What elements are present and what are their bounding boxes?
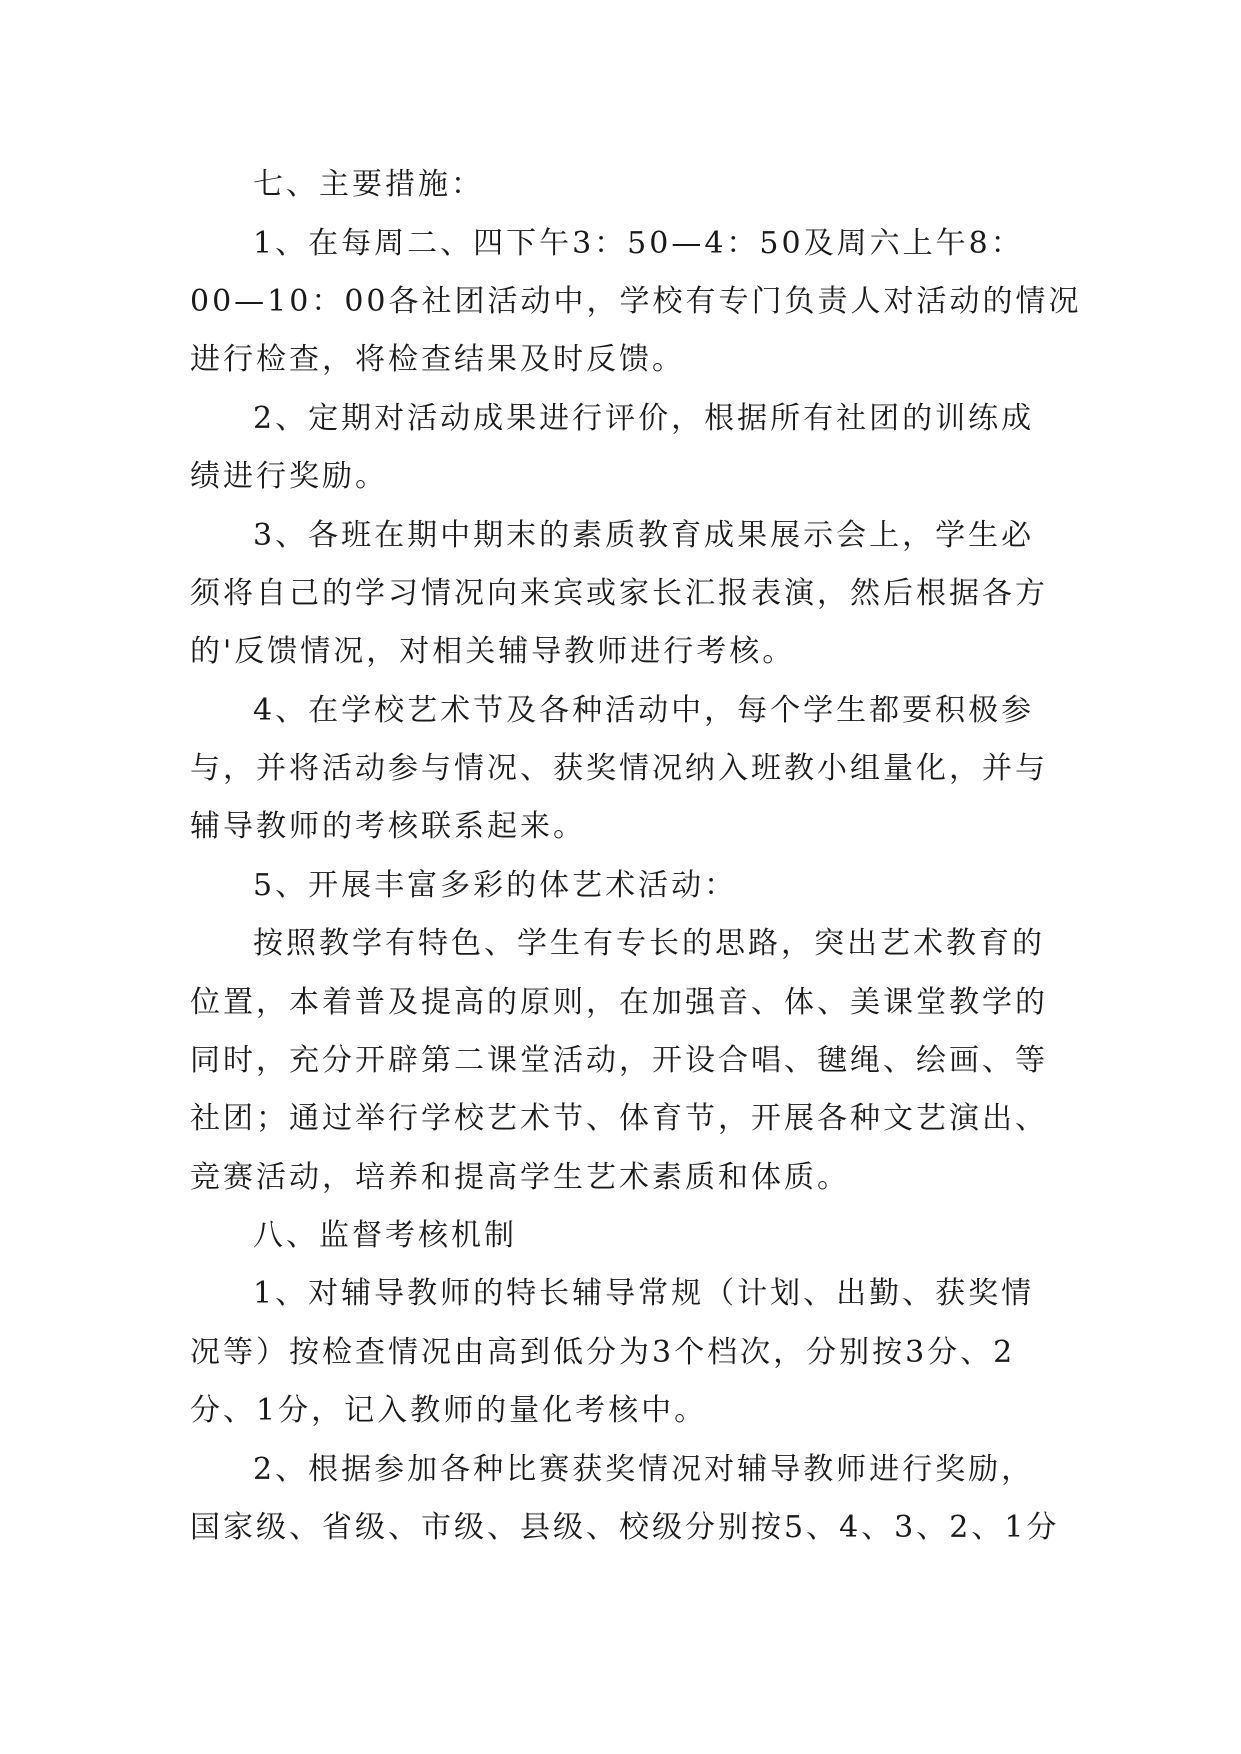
- paragraph-line: 分、1分，记入教师的量化考核中。: [190, 1393, 708, 1428]
- section-heading-main-measures: 七、主要措施：: [253, 167, 484, 202]
- paragraph-line: 00—10：00各社团活动中，学校有专门负责人对活动的情况: [190, 284, 1082, 319]
- paragraph-line: 4、在学校艺术节及各种活动中，每个学生都要积极参: [253, 693, 1035, 728]
- paragraph-line: 况等）按检查情况由高到低分为3个档次，分别按3分、2: [190, 1335, 1016, 1370]
- paragraph-line: 1、对辅导教师的特长辅导常规（计划、出勤、获奖情: [253, 1276, 1035, 1311]
- paragraph-line: 5、开展丰富多彩的体艺术活动：: [253, 868, 738, 903]
- paragraph-line: 的'反馈情况，对相关辅导教师进行考核。: [190, 634, 796, 669]
- paragraph-line: 进行检查，将检查结果及时反馈。: [190, 342, 685, 377]
- paragraph-line: 1、在每周二、四下午3：50—4：50及周六上午8：: [253, 226, 1024, 261]
- paragraph-line: 绩进行奖励。: [190, 459, 388, 494]
- paragraph-line: 2、根据参加各种比赛获奖情况对辅导教师进行奖励，: [253, 1452, 1035, 1487]
- paragraph-line: 与，并将活动参与情况、获奖情况纳入班教小组量化，并与: [190, 751, 1048, 786]
- paragraph-line: 社团；通过举行学校艺术节、体育节，开展各种文艺演出、: [190, 1101, 1048, 1136]
- paragraph-line: 辅导教师的考核联系起来。: [190, 809, 586, 844]
- paragraph-line: 竞赛活动，培养和提高学生艺术素质和体质。: [190, 1160, 850, 1195]
- paragraph-line: 2、定期对活动成果进行评价，根据所有社团的训练成: [253, 401, 1035, 436]
- section-heading-supervision: 八、监督考核机制: [253, 1218, 517, 1253]
- paragraph-line: 按照教学有特色、学生有专长的思路，突出艺术教育的: [253, 926, 1045, 961]
- paragraph-line: 国家级、省级、市级、县级、校级分别按5、4、3、2、1分: [190, 1510, 1060, 1545]
- paragraph-line: 3、各班在期中期末的素质教育成果展示会上，学生必: [253, 518, 1035, 553]
- paragraph-line: 须将自己的学习情况向来宾或家长汇报表演，然后根据各方: [190, 576, 1048, 611]
- paragraph-line: 位置，本着普及提高的原则，在加强音、体、美课堂教学的: [190, 985, 1048, 1020]
- paragraph-line: 同时，充分开辟第二课堂活动，开设合唱、毽绳、绘画、等: [190, 1043, 1048, 1078]
